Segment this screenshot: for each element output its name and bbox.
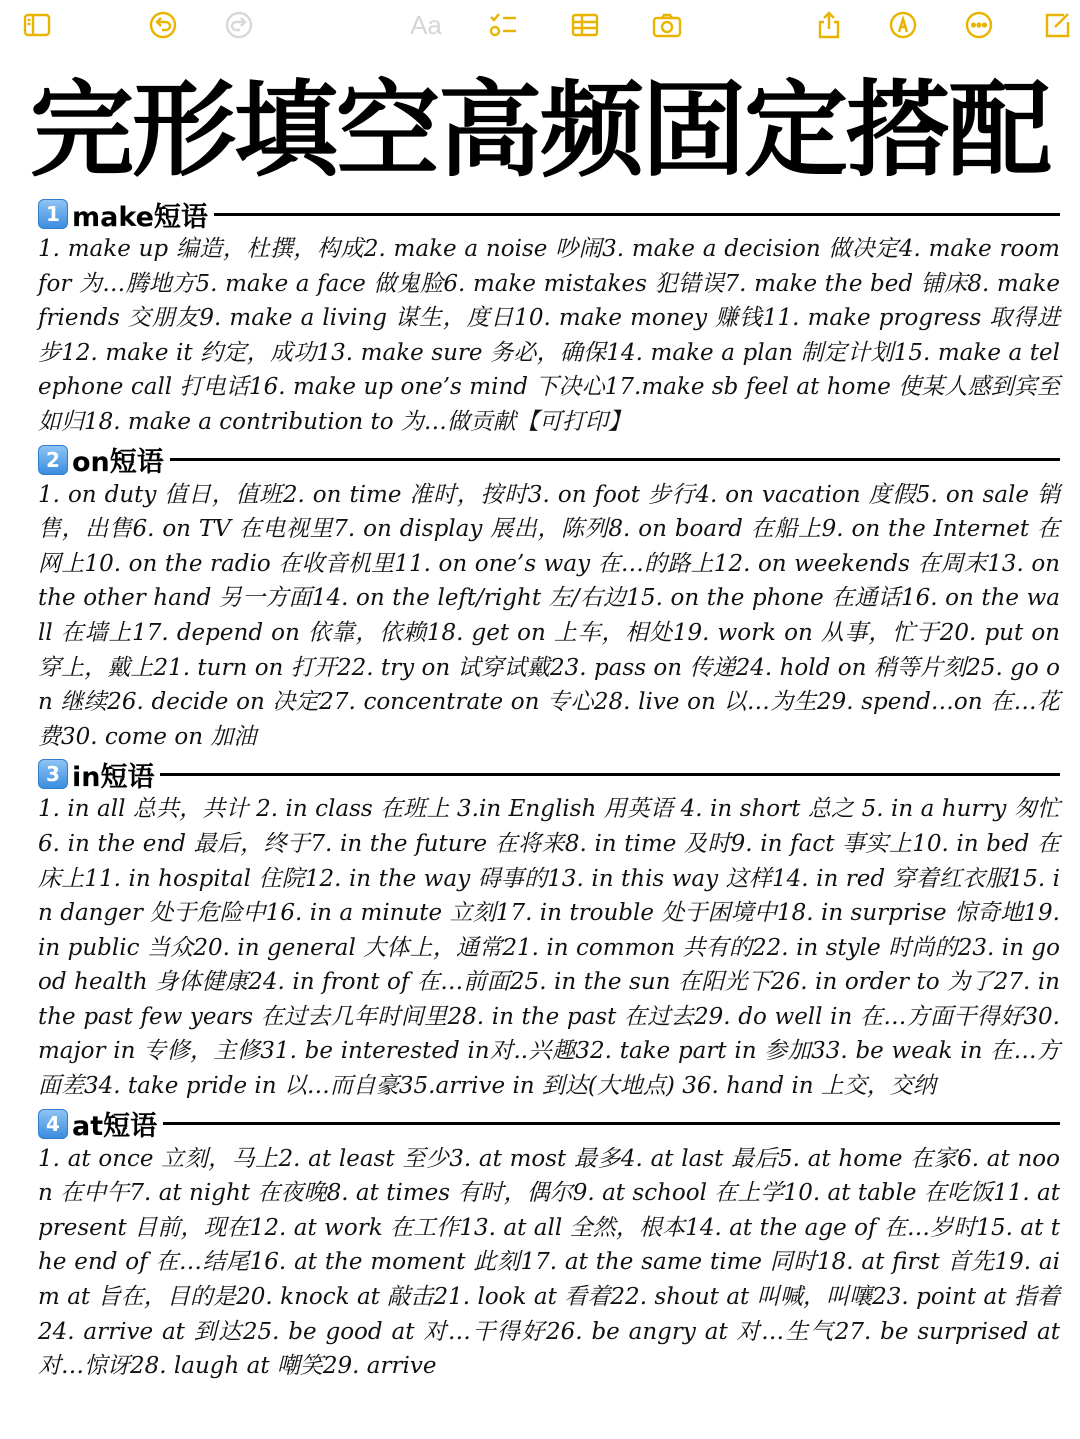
- section-text: 1. make up 编造，杜撰，构成2. make a noise 吵闹3. make a decision 做决定4. make room for 为…腾地方5. make a face 做鬼脸6. make mistakes 犯错误7. make the bed 铺床8. make friends 交朋友9. make a living 谋生，度日10. make money 赚钱11. make progress 取得进步12. make it 约定，成功13. make sure 务必，确保14. make a plan 制定计划15. make a telephone call 打电话16. make up one’s mind 下决心17.make sb feel at home 使某人感到宾至如归18. make a contribution to 为…做贡献【可打印】: [38, 236, 1060, 435]
- section-text: 1. in all 总共，共计 2. in class 在班上 3.in English 用英语 4. in short 总之 5. in a hurry 匆忙6. in the end 最后，终于7. in the future 在将来8. in time 及时9. in fact 事实上10. in bed 在床上11. in hospital 住院12. in the way 碍事的13. in this way 这样14. in red 穿着红衣服15. in danger 处于危险中16. in a minute 立刻17. in trouble 处于困境中18. in surprise 惊奇地19. in public 当众20. in general 大体上，通常21. in common 共有的22. in style 时尚的23. in good health 身体健康24. in front of 在…前面25. in the sun 在阳光下26. in order to 为了27. in the past few years 在过去几年时间里28. in the past 在过去29. do well in 在…方面干得好30. major in 专修，主修31. be interested in对..兴趣32. take part in 参加33. be weak in 在…方面差34. take pride in 以…而自豪35.arrive in 到达(大地点) 36. hand in 上交，交纳: [38, 796, 1060, 1100]
- section-text: 1. at once 立刻，马上2. at least 至少3. at most 最多4. at last 最后5. at home 在家6. at noon 在中午7. at night 在夜晚8. at times 有时，偶尔9. at school 在上学10. at table 在吃饭11. at present 目前，现在12. at work 在工作13. at all 全然，根本14. at the age of 在…岁时15. at the end of 在…结尾16. at the moment 此刻17. at the same time 同时18. at first 首先19. aim at 旨在，目的是20. knock at 敲击21. look at 看着22. shout at 叫喊，叫嚷23. point at 指着24. arrive at 到达25. be good at 对…干得好26. be angry at 对…生气27. be surprised at对…惊讶28. laugh at 嘲笑29. arrive: [38, 1145, 1060, 1380]
- sidebar-icon[interactable]: [20, 8, 54, 42]
- section-on: [0, 442, 1080, 755]
- number-badge: 2: [38, 445, 68, 475]
- markup-icon[interactable]: [886, 8, 920, 42]
- section-make: [0, 196, 1080, 440]
- section-at: [0, 1106, 1080, 1384]
- section-header: [38, 756, 1060, 792]
- share-icon[interactable]: [812, 8, 846, 42]
- page-title: 完形填空高频固定搭配: [29, 69, 1050, 191]
- toolbar: [0, 0, 1080, 48]
- section-header: [38, 1106, 1060, 1142]
- more-icon[interactable]: [962, 8, 996, 42]
- section-title: make短语: [72, 201, 208, 233]
- number-badge: 4: [38, 1109, 68, 1139]
- section-title: on短语: [72, 447, 164, 479]
- section-header: [38, 196, 1060, 232]
- section-in: [0, 756, 1080, 1103]
- section-title: in短语: [72, 761, 155, 793]
- compose-icon[interactable]: [1040, 8, 1074, 42]
- camera-icon[interactable]: [650, 8, 684, 42]
- redo-icon[interactable]: [222, 8, 256, 42]
- number-badge: 1: [38, 199, 68, 229]
- section-text: 1. on duty 值日，值班2. on time 准时，按时3. on foot 步行4. on vacation 度假5. on sale 销售，出售6. on TV 在电视里7. on display 展出，陈列8. on board 在船上9. on the Internet 在网上10. on the radio 在收音机里11. on one’s way 在…的路上12. on weekends 在周末13. on the other hand 另一方面14. on the left/right 左/右边15. on the phone 在通话16. on the wall 在墙上17. depend on 依靠，依赖18. get on 上车，相处19. work on 从事，忙于20. put on 穿上，戴上21. turn on 打开22. try on 试穿试戴23. pass on 传递24. hold on 稍等片刻25. go on 继续26. decide on 决定27. concentrate on 专心28. live on 以…为生29. spend…on 在…花费30. come on 加油: [38, 481, 1060, 750]
- section-header: [38, 442, 1060, 478]
- section-divider: [163, 1122, 1060, 1125]
- section-divider: [214, 213, 1060, 216]
- table-icon[interactable]: [568, 8, 602, 42]
- section-divider: [170, 458, 1060, 461]
- section-divider: [160, 773, 1060, 776]
- text-format-icon[interactable]: [404, 8, 448, 42]
- section-title: at短语: [72, 1111, 158, 1143]
- undo-icon[interactable]: [146, 8, 180, 42]
- number-badge: 3: [38, 759, 68, 789]
- text-format-label: Aa: [410, 9, 442, 40]
- checklist-icon[interactable]: [486, 8, 520, 42]
